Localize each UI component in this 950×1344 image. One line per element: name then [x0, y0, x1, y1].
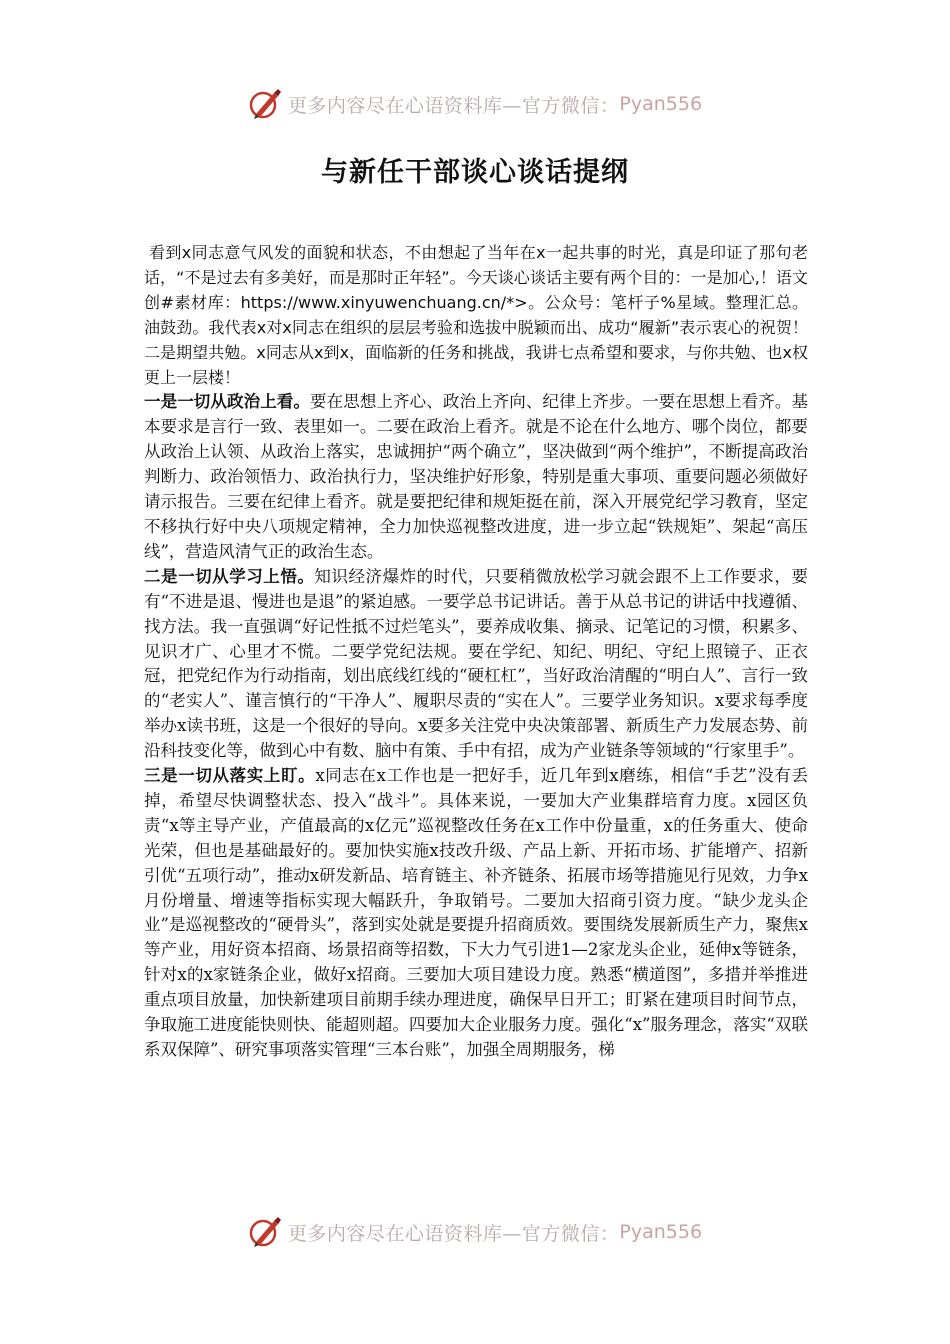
section-heading: 二是一切从学习上悟。	[144, 566, 315, 586]
section-text: 知识经济爆炸的时代，只要稍微放松学习就会跟不上工作要求，要有“不进是退、慢进也是退”的紧迫感。一要学总书记讲话。善于从总书记的讲话中找遵循、找方法。我一直强调“好记性抵不过烂笔头”，要养成收集、摘录、记笔记的习惯，积累多、见识才广、心里才不慌。二要学党纪法规。要在学纪、知纪、明纪、守纪上照镜子、正衣冠，把党纪作为行动指南，划出底线红线的“硬杠杠”，当好政治清醒的“明白人”、言行一致的“老实人”、谨言慎行的“干净人”、履职尽责的“实在人”。三要学业务知识。x要求每季度举办x读书班，这是一个很好的导向。x要多关注党中央决策部署、新质生产力发展态势、前沿科技变化等，做到心中有数、脑中有策、手中有招，成为产业链条等领域的“行家里手”。	[144, 566, 809, 761]
pen-logo-icon	[248, 87, 282, 121]
watermark-text: 更多内容尽在心语资料库—官方微信：	[287, 94, 620, 117]
section-paragraph	[144, 390, 808, 564]
section-text: x同志在x工作也是一把好手，近几年到x磨练，相信“手艺”没有丢掉，希望尽快调整状态、投入“战斗”。具体来说，一要加大产业集群培育力度。x园区负责“x等主导产业，产值最高的x亿元”巡视整改任务在x工作中份量重，x的任务重大、使命光荣，但也是基础最好的。要加快实施x技改升级、产品上新、开拓市场、扩能增产、招新引优“五项行动”，推动x研发新品、培育链主、补齐链条、拓展市场等措施见行见效，力争x月份增量、增速等指标实现大幅跃升，争取销号。二要加大招商引资力度。“缺少龙头企业”是巡视整改的“硬骨头”，落到实处就是要提升招商质效。要围绕发展新质生产力，聚焦x等产业，用好资本招商、场景招商等招数，下大力气引进1—2家龙头企业，延伸x等链条，针对x的x家链条企业，做好x招商。三要加大项目建设力度。熟悉“横道图”，多措并举推进重点项目放量，加快新建项目前期手续办理进度，确保早日开工；盯紧在建项目时间节点，争取施工进度能快则快、能超则超。四要加大企业服务力度。强化“x”服务理念，落实“双联系双保障”、研究事项落实管理“三本台账”，加强全周期服务，梯	[144, 766, 809, 1059]
document-body	[144, 241, 808, 1063]
section-paragraph	[144, 565, 808, 764]
watermark-wechat-id: Pyan556	[619, 1221, 703, 1243]
watermark-wechat-id: Pyan556	[619, 93, 703, 115]
pen-logo-icon	[248, 1215, 282, 1249]
section-text: 要在思想上齐心、政治上齐向、纪律上齐步。一要在思想上看齐。基本要求是言行一致、表里如一。二要在政治上看齐。就是不论在什么地方、哪个岗位，都要从政治上认领、从政治上落实，忠诚拥护“两个确立”，坚决做到“两个维护”，不断提高政治判断力、政治领悟力、政治执行力，坚决维护好形象，特别是重大事项、重要问题必须做好请示报告。三要在纪律上看齐。就是要把纪律和规矩挺在前，深入开展党纪学习教育，坚定不移执行好中央八项规定精神，全力加快巡视整改进度，进一步立起“铁规矩”、架起“高压线”，营造风清气正的政治生态。	[144, 392, 809, 561]
watermark-text: 更多内容尽在心语资料库—官方微信：	[287, 1222, 620, 1245]
header-watermark	[0, 84, 950, 124]
section-heading: 一是一切从政治上看。	[144, 392, 311, 412]
intro-paragraph: 看到x同志意气风发的面貌和状态，不由想起了当年在x一起共事的时光，真是印证了那句老话，“不是过去有多美好，而是那时正年轻”。今天谈心谈话主要有两个目的：一是加心,！语文创#素材库：https://www.xinyuwenchuang.cn/*>。公众号：笔杆子%星域。整理汇总。油鼓劲。我代表x对x同志在组织的层层考验和选拔中脱颖而出、成功“履新”表示衷心的祝贺！二是期望共勉。x同志从x到x，面临新的任务和挑战，我讲七点希望和要求，与你共勉、也x权更上一层楼！	[144, 243, 808, 387]
page-title: 与新任干部谈心谈话提纲	[321, 157, 629, 188]
section-paragraph	[144, 764, 808, 1063]
footer-watermark	[0, 1212, 950, 1252]
section-heading: 三是一切从落实上盯。	[144, 766, 316, 786]
